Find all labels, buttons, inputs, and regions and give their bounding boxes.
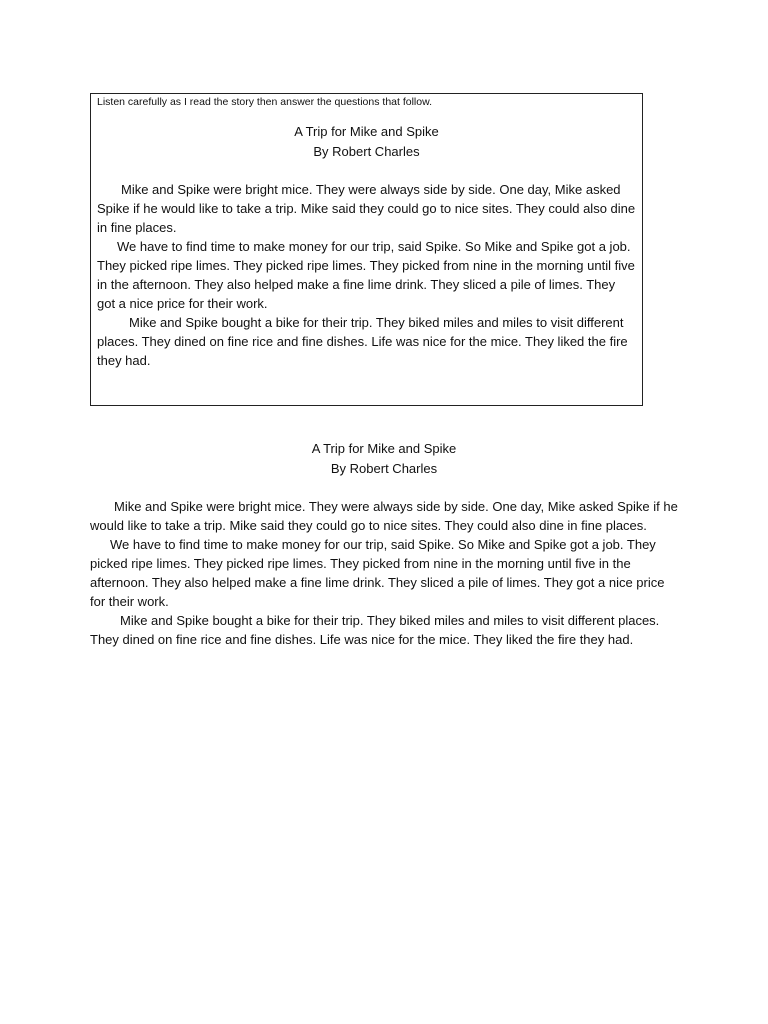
story-title: A Trip for Mike and Spike <box>294 124 439 139</box>
instruction-text: Listen carefully as I read the story then answer the questions that follow. <box>97 96 433 108</box>
story-heading <box>90 439 678 479</box>
story-heading <box>97 122 636 162</box>
story-title: A Trip for Mike and Spike <box>311 441 457 456</box>
story-paragraph: Mike and Spike bought a bike for their trip. They biked miles and miles to visit different places. They dined on fine rice and fine dishes. Life was nice for the mice. They liked the fire they had. <box>90 613 660 647</box>
story-body <box>90 497 678 649</box>
story-paragraph: Mike and Spike were bright mice. They were always side by side. One day, Mike asked Spike if he would like to take a trip. Mike said they could go to nice sites. They could also dine in fine places. <box>90 499 678 533</box>
story-author: By Robert Charles <box>330 461 438 476</box>
story-body <box>97 180 636 370</box>
story-paragraph: Mike and Spike bought a bike for their trip. They biked miles and miles to visit different places. They dined on fine rice and fine dishes. Life was nice for the mice. They liked the fire they had. <box>97 315 628 368</box>
story-author: By Robert Charles <box>313 144 420 159</box>
story-paragraph: We have to find time to make money for our trip, said Spike. So Mike and Spike got a job. They picked ripe limes. They picked ripe limes. They picked from nine in the morning until five in the afternoon. They also helped make a fine lime drink. They sliced a pile of limes. They got a nice price for their work. <box>97 239 635 311</box>
boxed-story-section <box>90 93 643 406</box>
story-paragraph: Mike and Spike were bright mice. They were always side by side. One day, Mike asked Spike if he would like to take a trip. Mike said they could go to nice sites. They could also dine in fine places. <box>97 182 636 235</box>
plain-story-section <box>90 439 678 649</box>
story-paragraph: We have to find time to make money for our trip, said Spike. So Mike and Spike got a job. They picked ripe limes. They picked ripe limes. They picked from nine in the morning until five in the afternoon. They also helped make a fine lime drink. They sliced a pile of limes. They got a nice price for their work. <box>90 537 665 609</box>
